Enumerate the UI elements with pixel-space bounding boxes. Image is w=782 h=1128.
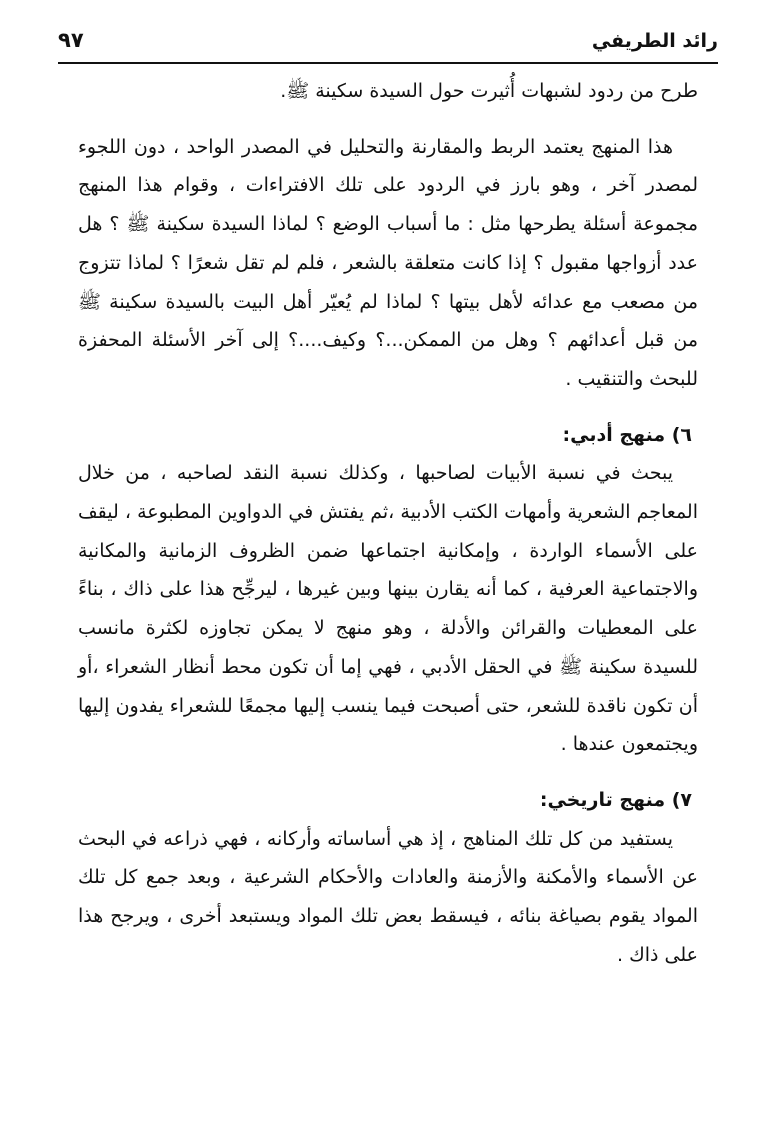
- paragraph-historical-method: يستفيد من كل تلك المناهج ، إذ هي أساساته وأركانه ، فهي ذراعه في البحث عن الأسماء والأمكنة والأزمنة والعادات والأحكام الشرعية ، وبعد جمع كل تلك المواد يقوم بصياغة بنائه ، فيسقط بعض تلك المواد ويستبعد أخرى ، ويرجح هذا على ذاك .: [78, 827, 698, 966]
- page-number: ٩٧: [58, 28, 84, 52]
- paragraph-method-description: هذا المنهج يعتمد الربط والمقارنة والتحليل في المصدر الواحد ، دون اللجوء لمصدر آخر ، وهو بارز في الردود على تلك الافتراءات ، وقوام هذا المنهج مجموعة أسئلة يطرحها مثل : ما أسباب الوضع ؟ لماذا السيدة سكينة ﷺ ؟ هل عدد أزواجها مقبول ؟ إذا كانت متعلقة بالشعر ، فلم لم تقل شعرًا ؟ لماذا تتزوج من مصعب مع عدائه لأهل بيتها ؟ لماذا لم يُعيّر أهل البيت بالسيدة سكينة ﷺ من قبل أعدائهم ؟ وهل من الممكن...؟ وكيف....؟ إلى آخر الأسئلة المحفزة للبحث والتنقيب .: [78, 135, 698, 390]
- page-body: [78, 72, 698, 974]
- header-author: رائد الطريفي: [591, 30, 718, 52]
- paragraph-literary-method: يبحث في نسبة الأبيات لصاحبها ، وكذلك نسبة النقد لصاحبه ، من خلال المعاجم الشعرية وأمهات الكتب الأدبية ،ثم يفتش في الدواوين المطبوعة ، ليقف على الأسماء الواردة ، وإمكانية اجتماعها ضمن الظروف الزمانية والمكانية والاجتماعية العرفية ، كما أنه يقارن بينها وبين غيرها ، ليرجِّح هذا على ذاك ، بناءً على المعطيات والقرائن والأدلة ، وهو منهج لا يمكن تجاوزه لكثرة مانسب للسيدة سكينة ﷺ في الحقل الأدبي ، فهي إما أن تكون محط أنظار الشعراء ،أو أن تكون ناقدة للشعر، حتى أصبحت فيما ينسب إليها مجمعًا للشعراء يفدون إليها ويجتمعون عندها .: [78, 462, 698, 756]
- running-header: [58, 24, 718, 64]
- heading-literary-method: ٦) منهج أدبي:: [562, 423, 692, 446]
- paragraph-intro-continuation: طرح من ردود لشبهات أُثيرت حول السيدة سكينة ﷺ.: [280, 80, 698, 102]
- heading-historical-method: ٧) منهج تاريخي:: [539, 788, 692, 811]
